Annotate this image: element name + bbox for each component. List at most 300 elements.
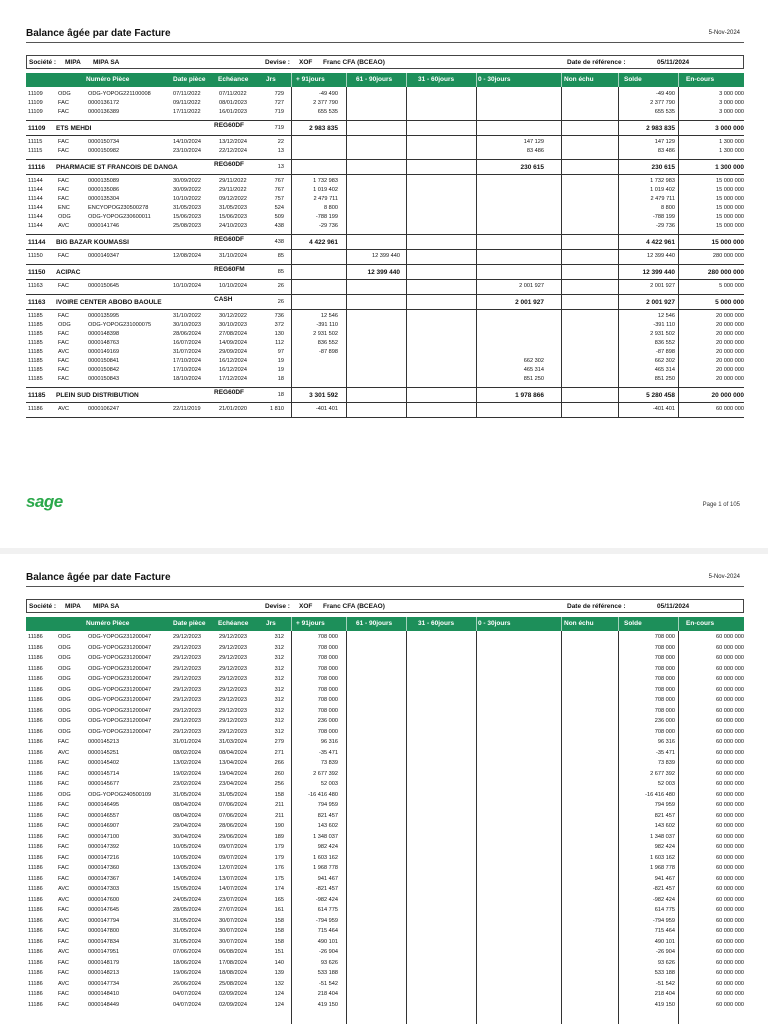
cell-a91: 52 003	[320, 781, 338, 787]
cell-type: FAC	[58, 875, 69, 882]
cell-code: 11186	[28, 812, 43, 819]
cell-num: 0000148398	[88, 331, 120, 337]
cell-type: FAC	[58, 739, 69, 745]
report-page-2	[0, 554, 768, 1024]
cell-code: 11186	[28, 634, 43, 640]
cell-jrs: 438	[274, 223, 284, 229]
table-row	[26, 696, 744, 705]
cell-a91: -401 401	[315, 406, 338, 412]
cell-num: 0000146907	[88, 823, 120, 829]
cell-jrs: 175	[274, 875, 284, 882]
cell-num: ODG-YOPOG231200047	[88, 697, 152, 703]
cell-code: 11186	[28, 980, 43, 987]
cell-a91: 73 839	[320, 760, 338, 766]
cell-code: 11186	[28, 697, 43, 703]
cell-code: 11186	[28, 917, 43, 924]
table-row	[26, 812, 744, 821]
cell-type: ODG	[58, 697, 71, 703]
cell-code: 11185	[28, 322, 43, 328]
table-row	[26, 195, 744, 204]
cell-solde: -51 542	[656, 980, 675, 987]
cell-solde: 1 603 162	[650, 854, 675, 861]
subtotal-solde: 230 615	[651, 164, 675, 171]
table-row	[26, 138, 744, 147]
cell-date: 22/11/2019	[173, 406, 201, 412]
cell-date: 31/05/2024	[173, 791, 201, 798]
column-header: Echéance	[218, 620, 249, 627]
cell-enc: 60 000 000	[716, 406, 744, 412]
cell-ech: 17/08/2024	[219, 959, 247, 966]
cell-type: FAC	[58, 187, 69, 193]
cell-num: 0000147794	[88, 917, 120, 924]
grid-line	[346, 631, 347, 1024]
cell-type: ODG	[58, 322, 71, 328]
cell-enc: 60 000 000	[716, 949, 744, 955]
cell-enc: 1 300 000	[719, 148, 744, 154]
cell-a91: -982 424	[315, 896, 338, 903]
cell-a91: 490 101	[317, 938, 338, 945]
cell-date: 04/07/2024	[173, 1001, 201, 1008]
subtotal-jrs: 438	[274, 239, 284, 245]
subtotal-solde: 12 399 440	[642, 269, 675, 276]
subtotal-jrs: 85	[277, 269, 284, 275]
cell-date: 15/06/2023	[173, 214, 201, 220]
cell-a0: 147 129	[523, 139, 544, 145]
cell-a91: 708 000	[317, 686, 338, 693]
cell-a91: 1 732 983	[313, 178, 338, 184]
cell-solde: 8 800	[661, 205, 675, 211]
subtotal-name: ETS MEHDI	[56, 125, 92, 132]
cell-a91: 2 677 392	[313, 770, 338, 777]
cell-solde: 1 732 983	[650, 178, 675, 184]
cell-enc: 60 000 000	[716, 823, 744, 829]
cell-type: ODG	[58, 655, 71, 661]
column-header: Numéro Pièce	[86, 620, 130, 627]
cell-type: FAC	[58, 376, 69, 382]
cell-enc: 20 000 000	[716, 376, 744, 382]
cell-ech: 29/12/2023	[219, 718, 247, 724]
ref-date: 05/11/2024	[657, 603, 690, 610]
cell-type: ODG	[58, 791, 71, 798]
cell-date: 29/12/2023	[173, 718, 201, 724]
cell-ech: 29/12/2023	[219, 707, 247, 714]
cell-jrs: 729	[274, 91, 284, 97]
cell-code: 11186	[28, 854, 43, 861]
column-header: + 91jours	[296, 76, 325, 83]
cell-date: 19/06/2024	[173, 970, 201, 976]
cell-jrs: 22	[277, 139, 284, 145]
table-row	[26, 108, 744, 117]
cell-type: FAC	[58, 196, 69, 202]
table-row	[26, 833, 744, 842]
table-row	[26, 357, 744, 366]
column-header: Numéro Pièce	[86, 76, 130, 83]
subtotal-solde: 2 001 927	[646, 299, 675, 306]
cell-ech: 17/12/2024	[219, 376, 247, 382]
cell-enc: 60 000 000	[716, 1001, 744, 1008]
table-row	[26, 717, 744, 726]
cell-enc: 60 000 000	[716, 728, 744, 735]
cell-date: 17/11/2022	[173, 109, 201, 115]
table-row	[26, 222, 744, 231]
column-header: 31 - 60jours	[418, 620, 455, 627]
cell-date: 23/10/2024	[173, 148, 201, 154]
cell-a61: 12 399 440	[372, 253, 400, 259]
cell-a91: 1 968 778	[313, 865, 338, 871]
cell-solde: 2 479 711	[650, 196, 675, 202]
cell-solde: 2 677 392	[650, 770, 675, 777]
table-row	[26, 312, 744, 321]
cell-solde: 419 150	[654, 1001, 675, 1008]
cell-solde: 836 552	[654, 340, 675, 346]
cell-type: AVC	[58, 949, 70, 955]
subtotal-solde: 5 280 458	[646, 392, 675, 399]
cell-type: FAC	[58, 358, 69, 364]
subtotal-cat: REG60DF	[214, 389, 244, 396]
cell-num: 0000148449	[88, 1001, 120, 1008]
cell-type: FAC	[58, 823, 69, 829]
subtotal-name: IVOIRE CENTER ABOBO BAOULE	[56, 299, 162, 306]
cell-ech: 29/09/2024	[219, 349, 247, 355]
header-separator	[291, 73, 292, 87]
cell-date: 08/04/2024	[173, 802, 201, 808]
cell-code: 11186	[28, 991, 43, 997]
cell-date: 09/11/2022	[173, 100, 201, 106]
cell-solde: 465 314	[654, 367, 675, 373]
cell-date: 31/05/2023	[173, 205, 201, 211]
devise-name: Franc CFA (BCEAO)	[323, 59, 385, 66]
cell-enc: 60 000 000	[716, 970, 744, 976]
grid-line	[618, 631, 619, 1024]
cell-jrs: 312	[274, 686, 284, 693]
customer-subtotal-row	[26, 159, 744, 175]
cell-solde: -16 416 480	[645, 791, 675, 798]
cell-code: 11185	[28, 367, 43, 373]
cell-num: ODG-YOPOG231200047	[88, 655, 152, 661]
cell-code: 11185	[28, 313, 43, 319]
cell-num: 0000135304	[88, 196, 120, 202]
cell-code: 11186	[28, 833, 43, 840]
cell-code: 11109	[28, 109, 43, 115]
subtotal-code: 11185	[28, 392, 46, 399]
cell-enc: 60 000 000	[716, 812, 744, 819]
cell-solde: 1 968 778	[650, 865, 675, 871]
cell-code: 11186	[28, 770, 43, 777]
cell-ech: 15/06/2023	[219, 214, 247, 220]
subtotal-name: BIG BAZAR KOUMASSI	[56, 239, 129, 246]
aging-table-p2	[26, 631, 744, 1024]
cell-date: 29/04/2024	[173, 823, 201, 829]
cell-enc: 60 000 000	[716, 938, 744, 945]
cell-date: 14/10/2024	[173, 139, 201, 145]
cell-code: 11186	[28, 739, 43, 745]
cell-a91: 614 775	[317, 907, 338, 913]
cell-solde: -982 424	[652, 896, 675, 903]
cell-ech: 09/12/2022	[219, 196, 247, 202]
cell-date: 25/08/2023	[173, 223, 201, 229]
cell-jrs: 161	[274, 907, 284, 913]
cell-solde: 1 019 402	[650, 187, 675, 193]
table-row	[26, 938, 744, 947]
ref-date: 05/11/2024	[657, 59, 690, 66]
cell-jrs: 19	[277, 358, 284, 364]
cell-ech: 30/07/2024	[219, 928, 247, 934]
report-title-p2: Balance âgée par date Facture	[26, 572, 171, 583]
cell-enc: 60 000 000	[716, 802, 744, 808]
report-title: Balance âgée par date Facture	[26, 28, 171, 39]
cell-a91: 2 479 711	[313, 196, 338, 202]
cell-enc: 60 000 000	[716, 634, 744, 640]
cell-jrs: 312	[274, 676, 284, 682]
cell-jrs: 189	[274, 833, 284, 840]
cell-a91: -821 457	[315, 886, 338, 892]
cell-type: FAC	[58, 178, 69, 184]
filter-bar-p2	[26, 599, 744, 613]
cell-num: 0000135086	[88, 187, 120, 193]
cell-date: 28/06/2024	[173, 331, 201, 337]
cell-a0: 662 302	[523, 358, 544, 364]
cell-a91: 1 348 037	[313, 833, 338, 840]
cell-num: 0000135995	[88, 313, 120, 319]
cell-ech: 14/09/2024	[219, 340, 247, 346]
table-row	[26, 738, 744, 747]
cell-jrs: 312	[274, 644, 284, 651]
cell-code: 11150	[28, 253, 43, 259]
cell-jrs: 312	[274, 707, 284, 714]
societe-label: Société :	[29, 603, 57, 610]
cell-solde: 662 302	[654, 358, 675, 364]
devise-label: Devise :	[265, 603, 290, 610]
cell-ech: 07/11/2022	[219, 91, 247, 97]
cell-type: AVC	[58, 886, 70, 892]
cell-jrs: 211	[275, 812, 284, 819]
table-row	[26, 791, 744, 800]
cell-code: 11186	[28, 406, 43, 412]
cell-code: 11144	[28, 196, 43, 202]
cell-type: AVC	[58, 896, 70, 903]
cell-type: ODG	[58, 634, 71, 640]
cell-num: 0000136389	[88, 109, 120, 115]
cell-type: FAC	[58, 148, 69, 154]
cell-solde: 794 959	[654, 802, 675, 808]
cell-a91: 982 424	[317, 844, 338, 850]
cell-code: 11185	[28, 349, 43, 355]
cell-jrs: 256	[274, 781, 284, 787]
cell-type: ODG	[58, 91, 71, 97]
cell-date: 31/05/2024	[173, 928, 201, 934]
table-row	[26, 348, 744, 357]
cell-jrs: 124	[274, 991, 284, 997]
cell-type: AVC	[58, 349, 70, 355]
cell-code: 11185	[28, 376, 43, 382]
cell-a91: 708 000	[317, 707, 338, 714]
cell-type: FAC	[58, 802, 69, 808]
cell-ech: 16/12/2024	[219, 358, 247, 364]
cell-a91: 794 959	[317, 802, 338, 808]
cell-ech: 07/06/2024	[219, 802, 247, 808]
cell-enc: 15 000 000	[716, 178, 744, 184]
cell-a91: 12 546	[320, 313, 338, 319]
subtotal-code: 11163	[28, 299, 46, 306]
cell-type: ODG	[58, 676, 71, 682]
grid-line	[678, 631, 679, 1024]
cell-jrs: 260	[274, 770, 284, 777]
cell-solde: 236 000	[654, 718, 675, 724]
cell-enc: 60 000 000	[716, 718, 744, 724]
cell-code: 11186	[28, 875, 43, 882]
cell-solde: 655 535	[654, 109, 675, 115]
cell-jrs: 179	[274, 854, 284, 861]
cell-jrs: 279	[274, 739, 284, 745]
cell-num: ODG-YOPOG240500109	[88, 791, 152, 798]
cell-jrs: 736	[274, 313, 284, 319]
cell-ech: 08/04/2024	[219, 749, 247, 756]
table-row	[26, 770, 744, 779]
cell-date: 12/08/2024	[173, 253, 201, 259]
column-header: 0 - 30jours	[478, 620, 511, 627]
header-separator	[561, 73, 562, 87]
subtotal-a0: 2 001 927	[515, 299, 544, 306]
cell-jrs: 112	[275, 340, 284, 346]
cell-jrs: 271	[274, 749, 284, 756]
cell-a91: -391 110	[316, 322, 338, 328]
cell-enc: 280 000 000	[712, 253, 744, 259]
table-row	[26, 906, 744, 915]
cell-a91: 93 626	[320, 959, 338, 966]
cell-num: ODG-YOPOG231200047	[88, 718, 152, 724]
table-row	[26, 707, 744, 716]
customer-subtotal-row	[26, 387, 744, 403]
cell-num: 0000148410	[88, 991, 120, 997]
cell-type: ODG	[58, 728, 71, 735]
subtotal-enc: 20 000 000	[711, 392, 744, 399]
cell-date: 13/05/2024	[173, 865, 201, 871]
cell-date: 18/10/2024	[173, 376, 201, 382]
cell-enc: 60 000 000	[716, 875, 744, 882]
cell-num: 0000146557	[88, 812, 120, 819]
cell-jrs: 151	[274, 949, 284, 955]
cell-solde: 52 003	[657, 781, 675, 787]
cell-a91: 708 000	[317, 655, 338, 661]
cell-code: 11186	[28, 644, 43, 651]
cell-date: 29/12/2023	[173, 676, 201, 682]
cell-solde: 708 000	[654, 676, 675, 682]
cell-code: 11186	[28, 844, 43, 850]
cell-solde: 533 188	[654, 970, 675, 976]
cell-solde: 708 000	[654, 665, 675, 672]
table-row	[26, 917, 744, 926]
column-header: Jrs	[266, 76, 276, 83]
cell-a91: -87 898	[319, 349, 338, 355]
cell-num: 0000145251	[88, 749, 120, 756]
cell-num: 0000147600	[88, 896, 120, 903]
cell-ech: 29/12/2023	[219, 697, 247, 703]
cell-num: ODG-YOPOG221100008	[88, 91, 151, 97]
cell-jrs: 1 810	[270, 406, 284, 412]
cell-num: 0000150842	[88, 367, 120, 373]
cell-jrs: 26	[277, 283, 284, 289]
cell-date: 31/01/2024	[173, 739, 201, 745]
cell-a91: -16 416 480	[308, 791, 338, 798]
cell-enc: 60 000 000	[716, 865, 744, 871]
cell-solde: 982 424	[654, 844, 675, 850]
cell-type: AVC	[58, 917, 70, 924]
column-header: En-cours	[686, 76, 715, 83]
cell-type: AVC	[58, 406, 70, 412]
cell-date: 08/02/2024	[173, 749, 201, 756]
column-header: Echéance	[218, 76, 249, 83]
cell-date: 08/04/2024	[173, 812, 201, 819]
cell-num: ODG-YOPOG231200047	[88, 676, 152, 682]
cell-date: 29/12/2023	[173, 634, 201, 640]
cell-solde: 147 129	[654, 139, 675, 145]
column-header: 61 - 90jours	[356, 76, 393, 83]
cell-jrs: 190	[274, 823, 284, 829]
table-row	[26, 990, 744, 999]
cell-code: 11186	[28, 1001, 43, 1008]
cell-ech: 07/06/2024	[219, 812, 247, 819]
cell-a0: 465 314	[523, 367, 544, 373]
cell-num: 0000147360	[88, 865, 120, 871]
subtotal-solde: 4 422 961	[646, 239, 675, 246]
cell-a91: 708 000	[317, 728, 338, 735]
cell-num: 0000149169	[88, 349, 120, 355]
cell-jrs: 312	[274, 655, 284, 661]
subtotal-name: PHARMACIE ST FRANCOIS DE DANGA	[56, 164, 178, 171]
table-row	[26, 644, 744, 653]
cell-a91: 941 467	[317, 875, 338, 882]
cell-enc: 1 300 000	[719, 139, 744, 145]
cell-a91: 708 000	[317, 644, 338, 651]
cell-date: 19/02/2024	[173, 770, 201, 777]
cell-type: ODG	[58, 686, 71, 693]
cell-enc: 60 000 000	[716, 991, 744, 997]
cell-num: 0000147367	[88, 875, 120, 882]
cell-type: FAC	[58, 770, 69, 777]
subtotal-code: 11116	[28, 164, 45, 171]
cell-ech: 31/10/2024	[219, 253, 247, 259]
header-separator	[406, 617, 407, 631]
cell-solde: 1 348 037	[650, 833, 675, 840]
cell-code: 11186	[28, 686, 43, 693]
subtotal-cat: REG60DF	[214, 161, 244, 168]
cell-type: ODG	[58, 665, 71, 672]
subtotal-cat: REG60FM	[214, 266, 245, 273]
cell-type: FAC	[58, 1001, 69, 1008]
cell-enc: 60 000 000	[716, 676, 744, 682]
cell-num: 0000145402	[88, 760, 120, 766]
cell-num: 0000147100	[88, 833, 120, 840]
cell-num: ENCYOPOG230500278	[88, 205, 149, 211]
cell-date: 07/11/2022	[173, 91, 201, 97]
cell-solde: -87 898	[656, 349, 675, 355]
cell-date: 31/05/2024	[173, 938, 201, 945]
cell-date: 31/10/2022	[173, 313, 201, 319]
grid-line	[561, 87, 562, 417]
cell-jrs: 757	[274, 196, 284, 202]
cell-ech: 29/12/2023	[219, 644, 247, 651]
subtotal-enc: 280 000 000	[707, 269, 744, 276]
subtotal-cat: REG60DF	[214, 236, 244, 243]
cell-enc: 60 000 000	[716, 739, 744, 745]
cell-jrs: 140	[274, 959, 284, 966]
title-rule-p2	[26, 586, 744, 587]
cell-code: 11186	[28, 865, 43, 871]
table-row	[26, 749, 744, 758]
cell-solde: 708 000	[654, 707, 675, 714]
cell-num: 0000145213	[88, 739, 120, 745]
table-row	[26, 665, 744, 674]
